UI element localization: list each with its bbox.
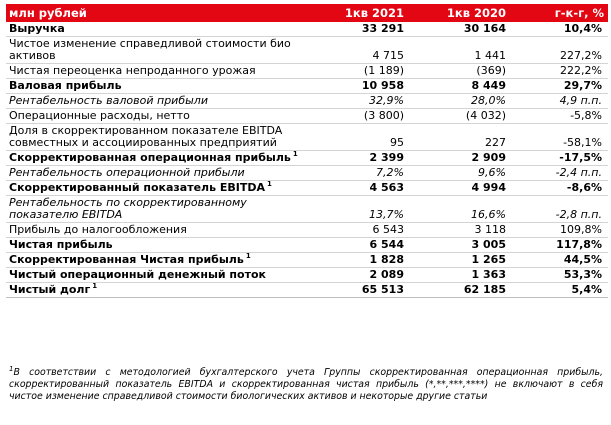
value-q1-2020: 1 363 bbox=[408, 268, 510, 283]
row-label bbox=[6, 79, 306, 94]
value-q1-2020: 62 185 bbox=[408, 283, 510, 298]
row-label-text: Чистое изменение справедливой стоимости био активов bbox=[9, 37, 291, 62]
value-yoy: -17,5% bbox=[510, 151, 608, 166]
value-q1-2021: 7,2% bbox=[306, 166, 408, 181]
value-yoy: -8,6% bbox=[510, 181, 608, 196]
footnote-marker: 1 bbox=[267, 180, 272, 189]
row-label-text: Рентабельность операционной прибыли bbox=[9, 166, 245, 179]
value-q1-2021: 6 543 bbox=[306, 223, 408, 238]
row-label-text: Доля в скорректированном показателе EBITDA совместных и ассоциированных предприятий bbox=[9, 124, 283, 149]
row-label bbox=[6, 166, 306, 181]
value-yoy: 4,9 п.п. bbox=[510, 94, 608, 109]
value-yoy: 227,2% bbox=[510, 37, 608, 64]
footnote bbox=[9, 364, 603, 403]
row-label bbox=[6, 124, 306, 151]
value-q1-2021: 1 828 bbox=[306, 253, 408, 268]
table-row bbox=[6, 79, 608, 94]
value-q1-2020: 1 265 bbox=[408, 253, 510, 268]
value-q1-2021: 33 291 bbox=[306, 22, 408, 37]
table-header bbox=[6, 4, 608, 22]
value-q1-2020: 9,6% bbox=[408, 166, 510, 181]
value-q1-2020: 2 909 bbox=[408, 151, 510, 166]
value-yoy: -5,8% bbox=[510, 109, 608, 124]
table-row bbox=[6, 238, 608, 253]
row-label-text: Чистая переоценка непроданного урожая bbox=[9, 64, 256, 77]
footnote-marker: 1 bbox=[292, 150, 298, 159]
table-row bbox=[6, 94, 608, 109]
value-q1-2021: 4 563 bbox=[306, 181, 408, 196]
row-label bbox=[6, 94, 306, 109]
value-q1-2020: 8 449 bbox=[408, 79, 510, 94]
row-label bbox=[6, 253, 306, 268]
value-q1-2020: 3 005 bbox=[408, 238, 510, 253]
table-row bbox=[6, 124, 608, 151]
value-q1-2021: 10 958 bbox=[306, 79, 408, 94]
row-label-text: Скорректированная операционная прибыль bbox=[9, 151, 291, 164]
table-row bbox=[6, 223, 608, 238]
row-label-text: Выручка bbox=[9, 22, 65, 35]
financial-results-table bbox=[6, 4, 608, 298]
table-row bbox=[6, 253, 608, 268]
row-label bbox=[6, 37, 306, 64]
value-yoy: -2,4 п.п. bbox=[510, 166, 608, 181]
table-row bbox=[6, 181, 608, 196]
row-label-text: Скорректированная Чистая прибыль bbox=[9, 253, 244, 266]
value-q1-2020: 4 994 bbox=[408, 181, 510, 196]
table-row bbox=[6, 64, 608, 79]
row-label bbox=[6, 283, 306, 298]
value-q1-2021: (3 800) bbox=[306, 109, 408, 124]
row-label bbox=[6, 151, 306, 166]
value-yoy: 117,8% bbox=[510, 238, 608, 253]
value-q1-2021: 32,9% bbox=[306, 94, 408, 109]
footnote-marker: 1 bbox=[245, 252, 251, 261]
value-q1-2020: 30 164 bbox=[408, 22, 510, 37]
row-label-text: Операционные расходы, нетто bbox=[9, 109, 190, 122]
value-yoy: -2,8 п.п. bbox=[510, 196, 608, 223]
value-q1-2021: 65 513 bbox=[306, 283, 408, 298]
value-q1-2020: 3 118 bbox=[408, 223, 510, 238]
table-row bbox=[6, 166, 608, 181]
table-row bbox=[6, 37, 608, 64]
value-q1-2020: 227 bbox=[408, 124, 510, 151]
value-q1-2020: 28,0% bbox=[408, 94, 510, 109]
table-row bbox=[6, 283, 608, 298]
value-yoy: 10,4% bbox=[510, 22, 608, 37]
row-label bbox=[6, 109, 306, 124]
table-row bbox=[6, 196, 608, 223]
table-row bbox=[6, 151, 608, 166]
row-label-text: Прибыль до налогообложения bbox=[9, 223, 187, 236]
value-q1-2021: 6 544 bbox=[306, 238, 408, 253]
footnote-marker: 1 bbox=[92, 282, 98, 291]
value-q1-2020: 1 441 bbox=[408, 37, 510, 64]
row-label-text: Чистая прибыль bbox=[9, 238, 113, 251]
value-yoy: 222,2% bbox=[510, 64, 608, 79]
row-label bbox=[6, 223, 306, 238]
row-label-text: Чистый операционный денежный поток bbox=[9, 268, 266, 281]
row-label bbox=[6, 196, 306, 223]
value-q1-2021: 95 bbox=[306, 124, 408, 151]
row-label bbox=[6, 64, 306, 79]
value-yoy: 5,4% bbox=[510, 283, 608, 298]
table-body bbox=[6, 22, 608, 298]
header-q1-2020: 1кв 2020 bbox=[408, 4, 510, 22]
row-label bbox=[6, 181, 306, 196]
row-label-text: Скорректированный показатель EBITDA bbox=[9, 181, 266, 194]
value-q1-2020: (4 032) bbox=[408, 109, 510, 124]
header-q1-2021: 1кв 2021 bbox=[306, 4, 408, 22]
value-q1-2020: 16,6% bbox=[408, 196, 510, 223]
footnote-marker: 1 bbox=[9, 364, 14, 373]
value-yoy: 109,8% bbox=[510, 223, 608, 238]
value-yoy: 44,5% bbox=[510, 253, 608, 268]
row-label-text: Валовая прибыль bbox=[9, 79, 122, 92]
row-label bbox=[6, 238, 306, 253]
header-units: млн рублей bbox=[6, 4, 306, 22]
value-q1-2021: (1 189) bbox=[306, 64, 408, 79]
footnote-text: В соответствии с методологией бухгалтерского учета Группы скорректированная операционная прибыль, скорректированный показатель EBITDA и скорректированная чистая прибыль (*,**,***,****) не включают в себя чистое изменение справедливой стоимости биологических активов и некоторые другие статьи bbox=[9, 367, 603, 402]
header-row bbox=[6, 4, 608, 22]
value-q1-2021: 2 089 bbox=[306, 268, 408, 283]
row-label bbox=[6, 268, 306, 283]
row-label bbox=[6, 22, 306, 37]
value-q1-2021: 2 399 bbox=[306, 151, 408, 166]
value-yoy: 29,7% bbox=[510, 79, 608, 94]
table-row bbox=[6, 268, 608, 283]
row-label-text: Рентабельность валовой прибыли bbox=[9, 94, 208, 107]
value-q1-2021: 4 715 bbox=[306, 37, 408, 64]
value-yoy: 53,3% bbox=[510, 268, 608, 283]
table-row bbox=[6, 109, 608, 124]
header-yoy: г-к-г, % bbox=[510, 4, 608, 22]
row-label-text: Рентабельность по скорректированному показателю EBITDA bbox=[9, 196, 247, 221]
table-row bbox=[6, 22, 608, 37]
row-label-text: Чистый долг bbox=[9, 283, 91, 296]
value-q1-2021: 13,7% bbox=[306, 196, 408, 223]
value-q1-2020: (369) bbox=[408, 64, 510, 79]
value-yoy: -58,1% bbox=[510, 124, 608, 151]
